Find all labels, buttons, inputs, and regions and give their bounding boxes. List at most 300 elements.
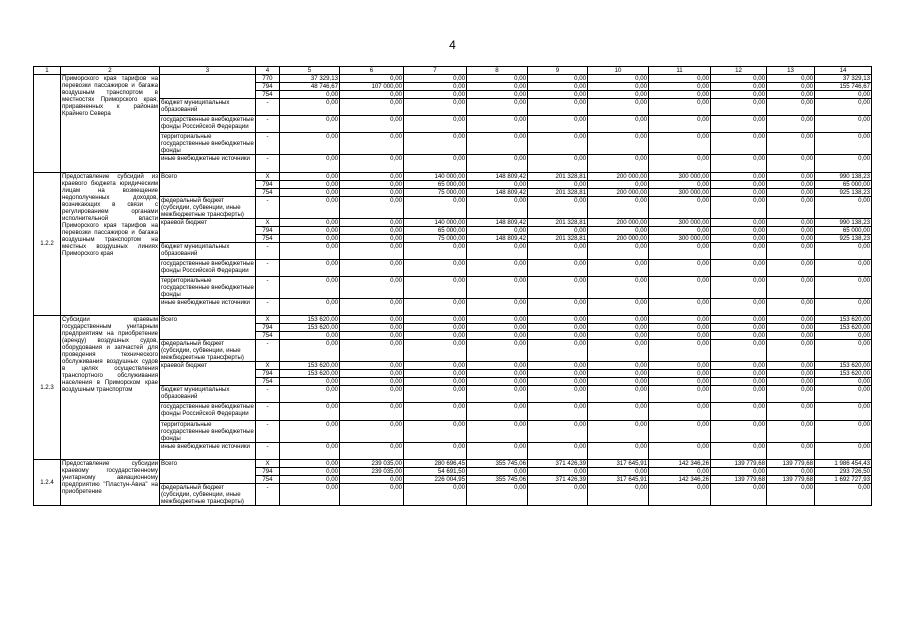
amount-cell: 0,00: [767, 362, 815, 370]
amount-cell: 139 779,68: [767, 459, 815, 467]
table-row: [34, 276, 872, 298]
amount-cell: 0,00: [467, 316, 528, 324]
amount-cell: 0,00: [588, 99, 649, 116]
amount-cell: 153 620,00: [815, 324, 872, 332]
table-row: [34, 362, 872, 370]
budget-code: 794: [256, 83, 280, 91]
amount-cell: 0,00: [711, 362, 767, 370]
section-description: Приморского края тарифов на перевозки пассажиров и багажа воздушным транспортом в местностях Приморского края, приравненных к районам Крайнего Севера: [61, 75, 160, 173]
amount-cell: 0,00: [404, 362, 467, 370]
amount-cell: 0,00: [467, 483, 528, 505]
column-header: 8: [467, 67, 528, 75]
amount-cell: 0,00: [711, 340, 767, 362]
amount-cell: 0,00: [711, 155, 767, 172]
amount-cell: 0,00: [767, 234, 815, 242]
amount-cell: 1 986 454,43: [815, 459, 872, 467]
amount-cell: 0,00: [340, 99, 404, 116]
amount-cell: 0,00: [404, 196, 467, 218]
amount-cell: 0,00: [340, 340, 404, 362]
amount-cell: 0,00: [340, 362, 404, 370]
funding-source: бюджет муниципальных образований: [160, 99, 256, 116]
amount-cell: 0,00: [528, 226, 588, 234]
amount-cell: 0,00: [404, 242, 467, 259]
amount-cell: 0,00: [404, 99, 467, 116]
amount-cell: 0,00: [340, 378, 404, 386]
amount-cell: 0,00: [340, 234, 404, 242]
funding-source: федеральный бюджет (субсидии, субвенции, иные межбюджетные трансферты): [160, 340, 256, 362]
amount-cell: 0,00: [467, 378, 528, 386]
amount-cell: 0,00: [404, 378, 467, 386]
amount-cell: 0,00: [340, 180, 404, 188]
amount-cell: 0,00: [649, 83, 711, 91]
budget-code: -: [256, 259, 280, 276]
amount-cell: 0,00: [711, 442, 767, 459]
amount-cell: 0,00: [588, 378, 649, 386]
amount-cell: 0,00: [767, 180, 815, 188]
amount-cell: 153 620,00: [815, 370, 872, 378]
amount-cell: 0,00: [767, 316, 815, 324]
amount-cell: 0,00: [340, 259, 404, 276]
amount-cell: 300 000,00: [649, 218, 711, 226]
amount-cell: 0,00: [649, 483, 711, 505]
amount-cell: 0,00: [711, 259, 767, 276]
column-header: 13: [767, 67, 815, 75]
funding-source: Всего: [160, 172, 256, 196]
amount-cell: 0,00: [767, 370, 815, 378]
budget-table: [33, 66, 872, 506]
amount-cell: 0,00: [404, 133, 467, 155]
amount-cell: 300 000,00: [649, 188, 711, 196]
amount-cell: 201 328,81: [528, 218, 588, 226]
amount-cell: 0,00: [404, 420, 467, 442]
amount-cell: 65 000,00: [404, 226, 467, 234]
amount-cell: 0,00: [711, 483, 767, 505]
budget-code: X: [256, 218, 280, 226]
amount-cell: 0,00: [815, 196, 872, 218]
funding-source: государственные внебюджетные фонды Российской Федерации: [160, 403, 256, 420]
amount-cell: 0,00: [767, 155, 815, 172]
amount-cell: 0,00: [649, 116, 711, 133]
amount-cell: 0,00: [280, 403, 340, 420]
amount-cell: 0,00: [340, 172, 404, 180]
amount-cell: 0,00: [711, 133, 767, 155]
amount-cell: 0,00: [528, 99, 588, 116]
amount-cell: 0,00: [649, 226, 711, 234]
amount-cell: 0,00: [528, 91, 588, 99]
amount-cell: 0,00: [467, 403, 528, 420]
amount-cell: 0,00: [649, 133, 711, 155]
funding-source: бюджет муниципальных образований: [160, 242, 256, 259]
amount-cell: 148 809,42: [467, 188, 528, 196]
amount-cell: 0,00: [404, 370, 467, 378]
amount-cell: 0,00: [649, 75, 711, 83]
budget-code: X: [256, 459, 280, 467]
amount-cell: 75 000,00: [404, 234, 467, 242]
amount-cell: 0,00: [528, 403, 588, 420]
amount-cell: 0,00: [404, 316, 467, 324]
amount-cell: 0,00: [815, 155, 872, 172]
column-header: 4: [256, 67, 280, 75]
amount-cell: 0,00: [711, 276, 767, 298]
amount-cell: 0,00: [340, 218, 404, 226]
column-header: 11: [649, 67, 711, 75]
amount-cell: 0,00: [467, 298, 528, 315]
amount-cell: 148 809,42: [467, 218, 528, 226]
amount-cell: 0,00: [280, 242, 340, 259]
amount-cell: 140 000,00: [404, 218, 467, 226]
amount-cell: 0,00: [528, 242, 588, 259]
amount-cell: 0,00: [404, 332, 467, 340]
section-id: 1.2.3: [34, 316, 61, 460]
amount-cell: 300 000,00: [649, 234, 711, 242]
amount-cell: 0,00: [815, 340, 872, 362]
amount-cell: 355 745,06: [467, 475, 528, 483]
table-row: [34, 403, 872, 420]
amount-cell: 0,00: [649, 386, 711, 403]
amount-cell: 0,00: [711, 196, 767, 218]
funding-source: территориальные государственные внебюджетные фонды: [161, 420, 254, 442]
amount-cell: 0,00: [815, 483, 872, 505]
table-row: [34, 483, 872, 505]
amount-cell: 0,00: [528, 276, 588, 298]
amount-cell: 0,00: [340, 155, 404, 172]
amount-cell: 0,00: [404, 340, 467, 362]
budget-code: 770: [256, 75, 280, 83]
amount-cell: 0,00: [767, 403, 815, 420]
amount-cell: 0,00: [711, 180, 767, 188]
amount-cell: 153 620,00: [280, 370, 340, 378]
section-id: 1.2.2: [34, 172, 61, 316]
funding-source: [160, 75, 256, 99]
amount-cell: 0,00: [340, 324, 404, 332]
amount-cell: 0,00: [711, 298, 767, 315]
amount-cell: 0,00: [588, 91, 649, 99]
amount-cell: 371 426,39: [528, 475, 588, 483]
amount-cell: 0,00: [767, 99, 815, 116]
amount-cell: 140 000,00: [404, 172, 467, 180]
amount-cell: 0,00: [340, 298, 404, 315]
amount-cell: 0,00: [528, 370, 588, 378]
amount-cell: 280 696,45: [404, 459, 467, 467]
amount-cell: 0,00: [815, 332, 872, 340]
funding-source: иные внебюджетные источники: [160, 298, 256, 315]
amount-cell: 0,00: [340, 420, 404, 442]
table-row: [34, 133, 872, 155]
amount-cell: 0,00: [467, 362, 528, 370]
section-description: Предоставление субсидии краевому государственному унитарному авиационному предприятию "Пластун-Авиа" на приобретение: [61, 459, 160, 505]
table-row: [34, 259, 872, 276]
amount-cell: 0,00: [649, 340, 711, 362]
amount-cell: 0,00: [467, 133, 528, 155]
amount-cell: 0,00: [340, 196, 404, 218]
amount-cell: 0,00: [588, 403, 649, 420]
amount-cell: 0,00: [528, 362, 588, 370]
amount-cell: 293 726,50: [815, 467, 872, 475]
amount-cell: 0,00: [767, 483, 815, 505]
column-header: 10: [588, 67, 649, 75]
budget-code: -: [256, 133, 280, 155]
amount-cell: 0,00: [649, 99, 711, 116]
amount-cell: 0,00: [280, 386, 340, 403]
amount-cell: 0,00: [588, 196, 649, 218]
amount-cell: 0,00: [404, 259, 467, 276]
column-header: 2: [61, 67, 160, 75]
table-row: [34, 99, 872, 116]
table-row: [34, 442, 872, 459]
amount-cell: 0,00: [767, 298, 815, 315]
amount-cell: 0,00: [588, 226, 649, 234]
amount-cell: 0,00: [280, 133, 340, 155]
table-row: [34, 172, 872, 180]
amount-cell: 0,00: [649, 196, 711, 218]
amount-cell: 0,00: [528, 378, 588, 386]
amount-cell: 0,00: [588, 332, 649, 340]
table-row: [34, 242, 872, 259]
amount-cell: 37 329,13: [280, 75, 340, 83]
budget-code: -: [256, 340, 280, 362]
amount-cell: 371 426,39: [528, 459, 588, 467]
amount-cell: 0,00: [467, 242, 528, 259]
amount-cell: 0,00: [711, 116, 767, 133]
amount-cell: 0,00: [467, 442, 528, 459]
funding-source: бюджет муниципальных образований: [160, 386, 256, 403]
amount-cell: 0,00: [588, 420, 649, 442]
amount-cell: 0,00: [649, 467, 711, 475]
amount-cell: 0,00: [528, 442, 588, 459]
amount-cell: 0,00: [767, 116, 815, 133]
funding-source: краевой бюджет: [160, 362, 256, 386]
amount-cell: 0,00: [711, 172, 767, 180]
amount-cell: 0,00: [588, 324, 649, 332]
amount-cell: 0,00: [280, 196, 340, 218]
amount-cell: 0,00: [815, 403, 872, 420]
amount-cell: 0,00: [467, 420, 528, 442]
amount-cell: 355 745,06: [467, 459, 528, 467]
amount-cell: 239 035,00: [340, 467, 404, 475]
amount-cell: 0,00: [588, 340, 649, 362]
amount-cell: 0,00: [404, 276, 467, 298]
amount-cell: 0,00: [528, 133, 588, 155]
amount-cell: 107 000,00: [340, 83, 404, 91]
amount-cell: 0,00: [649, 403, 711, 420]
amount-cell: 0,00: [588, 155, 649, 172]
column-header: 14: [815, 67, 872, 75]
amount-cell: 0,00: [767, 420, 815, 442]
amount-cell: 65 000,00: [404, 180, 467, 188]
budget-code: 754: [256, 91, 280, 99]
amount-cell: 0,00: [528, 467, 588, 475]
amount-cell: 0,00: [528, 332, 588, 340]
amount-cell: 0,00: [280, 298, 340, 315]
amount-cell: 0,00: [767, 332, 815, 340]
amount-cell: 200 000,00: [588, 188, 649, 196]
amount-cell: 0,00: [588, 483, 649, 505]
amount-cell: 0,00: [711, 370, 767, 378]
amount-cell: 0,00: [649, 442, 711, 459]
amount-cell: 0,00: [280, 483, 340, 505]
budget-code: 754: [256, 234, 280, 242]
amount-cell: 37 329,13: [815, 75, 872, 83]
amount-cell: 139 779,68: [767, 475, 815, 483]
amount-cell: 65 000,00: [815, 226, 872, 234]
funding-source: федеральный бюджет (субсидии, субвенции, иные межбюджетные трансферты): [160, 483, 256, 505]
amount-cell: 0,00: [280, 340, 340, 362]
amount-cell: 0,00: [711, 467, 767, 475]
amount-cell: 0,00: [404, 91, 467, 99]
section-id: [34, 75, 61, 173]
amount-cell: 0,00: [588, 242, 649, 259]
amount-cell: 990 138,23: [815, 172, 872, 180]
amount-cell: 153 620,00: [815, 362, 872, 370]
amount-cell: 0,00: [649, 259, 711, 276]
amount-cell: 0,00: [280, 99, 340, 116]
funding-source: краевой бюджет: [160, 218, 256, 242]
amount-cell: 0,00: [467, 332, 528, 340]
table-row: [34, 420, 872, 442]
budget-code: -: [256, 386, 280, 403]
amount-cell: 0,00: [767, 218, 815, 226]
amount-cell: 0,00: [404, 403, 467, 420]
amount-cell: 0,00: [815, 91, 872, 99]
amount-cell: 0,00: [340, 91, 404, 99]
table-row: [34, 298, 872, 315]
amount-cell: 0,00: [340, 133, 404, 155]
amount-cell: 0,00: [280, 116, 340, 133]
amount-cell: 0,00: [711, 403, 767, 420]
amount-cell: 200 000,00: [588, 218, 649, 226]
amount-cell: 200 000,00: [588, 234, 649, 242]
amount-cell: 317 645,91: [588, 475, 649, 483]
budget-code: X: [256, 362, 280, 370]
amount-cell: 0,00: [588, 386, 649, 403]
amount-cell: 0,00: [404, 483, 467, 505]
amount-cell: 0,00: [404, 442, 467, 459]
amount-cell: 0,00: [588, 362, 649, 370]
amount-cell: 153 620,00: [280, 316, 340, 324]
amount-cell: 0,00: [815, 386, 872, 403]
amount-cell: 0,00: [280, 155, 340, 172]
column-header: 3: [160, 67, 256, 75]
column-header: 5: [280, 67, 340, 75]
amount-cell: 0,00: [711, 234, 767, 242]
amount-cell: 0,00: [588, 133, 649, 155]
budget-code: -: [256, 276, 280, 298]
amount-cell: 0,00: [528, 386, 588, 403]
amount-cell: 0,00: [711, 91, 767, 99]
amount-cell: 0,00: [467, 276, 528, 298]
amount-cell: 0,00: [280, 442, 340, 459]
amount-cell: 0,00: [711, 324, 767, 332]
amount-cell: 0,00: [528, 75, 588, 83]
amount-cell: 0,00: [711, 332, 767, 340]
amount-cell: 0,00: [528, 83, 588, 91]
amount-cell: 0,00: [588, 116, 649, 133]
section-id: 1.2.4: [34, 459, 61, 505]
amount-cell: 0,00: [340, 370, 404, 378]
funding-source: Всего: [160, 459, 256, 483]
amount-cell: 0,00: [649, 298, 711, 315]
amount-cell: 0,00: [649, 155, 711, 172]
table-row: [34, 116, 872, 133]
amount-cell: 0,00: [528, 298, 588, 315]
funding-source: территориальные государственные внебюджетные фонды: [161, 276, 254, 298]
amount-cell: 0,00: [280, 459, 340, 467]
budget-code: -: [256, 483, 280, 505]
amount-cell: 0,00: [767, 324, 815, 332]
amount-cell: 0,00: [340, 332, 404, 340]
table-row: [34, 75, 872, 83]
amount-cell: 0,00: [649, 316, 711, 324]
amount-cell: 0,00: [280, 234, 340, 242]
amount-cell: 0,00: [711, 75, 767, 83]
amount-cell: 139 779,68: [711, 459, 767, 467]
funding-source: территориальные государственные внебюджетные фонды: [161, 133, 254, 155]
amount-cell: 0,00: [340, 483, 404, 505]
amount-cell: 142 346,26: [649, 459, 711, 467]
amount-cell: 0,00: [467, 155, 528, 172]
column-header: 9: [528, 67, 588, 75]
amount-cell: 0,00: [815, 420, 872, 442]
amount-cell: 0,00: [467, 180, 528, 188]
amount-cell: 0,00: [340, 242, 404, 259]
amount-cell: 0,00: [767, 242, 815, 259]
amount-cell: 0,00: [404, 324, 467, 332]
budget-code: X: [256, 316, 280, 324]
amount-cell: 0,00: [711, 188, 767, 196]
budget-code: 794: [256, 370, 280, 378]
budget-code: -: [256, 242, 280, 259]
amount-cell: 0,00: [815, 259, 872, 276]
amount-cell: 139 779,68: [711, 475, 767, 483]
column-header: 6: [340, 67, 404, 75]
table-row: [34, 196, 872, 218]
amount-cell: 0,00: [404, 83, 467, 91]
amount-cell: 201 328,81: [528, 172, 588, 180]
amount-cell: 142 346,26: [649, 475, 711, 483]
amount-cell: 0,00: [815, 276, 872, 298]
funding-source: Всего: [160, 316, 256, 340]
amount-cell: 226 004,95: [404, 475, 467, 483]
budget-code: -: [256, 298, 280, 315]
budget-code: -: [256, 99, 280, 116]
amount-cell: 0,00: [467, 340, 528, 362]
amount-cell: 0,00: [767, 91, 815, 99]
amount-cell: 0,00: [467, 75, 528, 83]
amount-cell: 153 620,00: [280, 324, 340, 332]
column-header: 7: [404, 67, 467, 75]
amount-cell: 0,00: [280, 259, 340, 276]
amount-cell: 0,00: [711, 242, 767, 259]
amount-cell: 0,00: [767, 386, 815, 403]
amount-cell: 0,00: [649, 370, 711, 378]
amount-cell: 0,00: [588, 180, 649, 188]
amount-cell: 0,00: [528, 116, 588, 133]
amount-cell: 0,00: [767, 226, 815, 234]
amount-cell: 990 138,23: [815, 218, 872, 226]
budget-code: X: [256, 172, 280, 180]
amount-cell: 0,00: [528, 155, 588, 172]
amount-cell: 0,00: [528, 259, 588, 276]
column-header: 1: [34, 67, 61, 75]
amount-cell: 0,00: [280, 226, 340, 234]
amount-cell: 201 328,81: [528, 234, 588, 242]
table-row: [34, 155, 872, 172]
section-description: Субсидии краевым государственным унитарным предприятиям на приобретение (аренду) воздушных судов, оборудования и запчастей для проведения технического обслуживания воздушных судов в целях осуществления транспортного обслуживания населения в Приморском крае воздушным транспортом: [61, 316, 160, 460]
amount-cell: 0,00: [767, 172, 815, 180]
amount-cell: 0,00: [467, 226, 528, 234]
amount-cell: 0,00: [340, 403, 404, 420]
amount-cell: 0,00: [340, 188, 404, 196]
